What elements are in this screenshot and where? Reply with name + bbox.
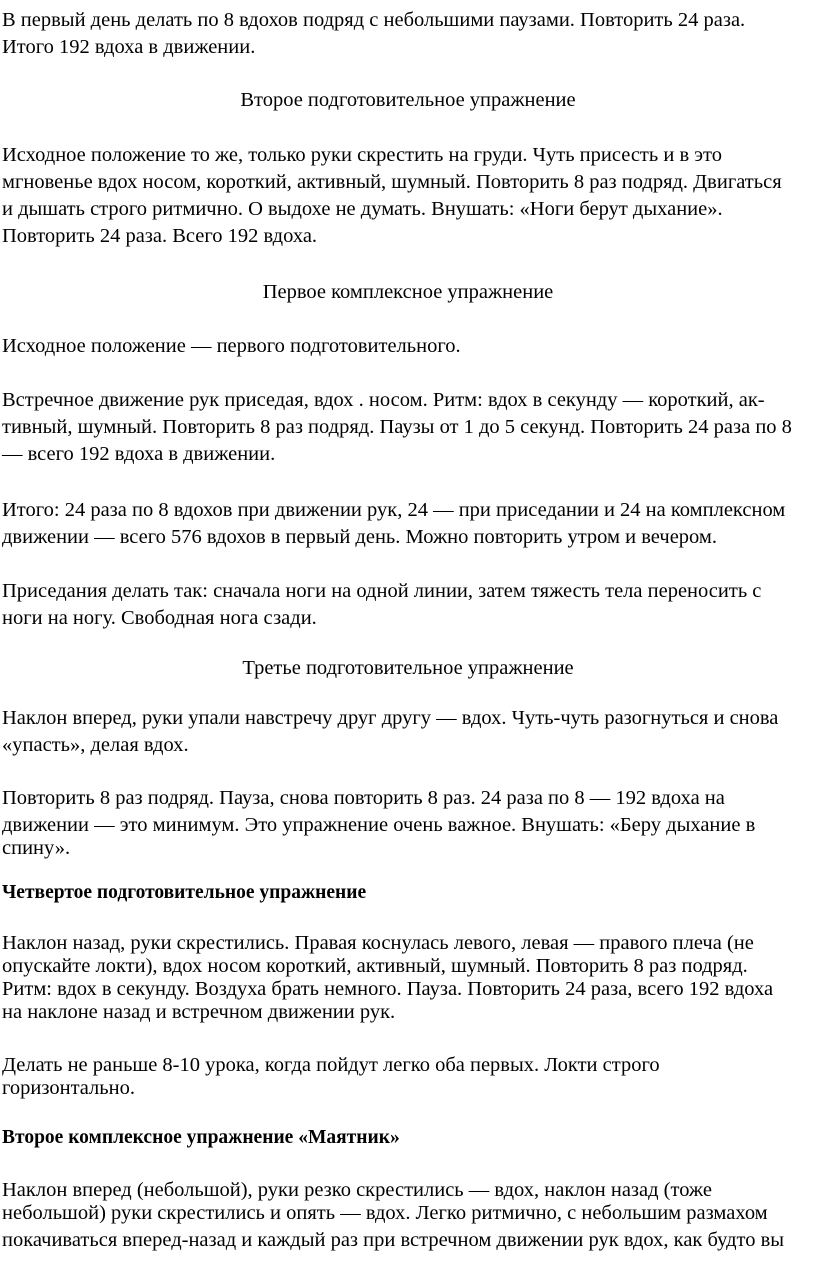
- paragraph-line: на наклоне назад и встречном движении рук.: [2, 1001, 396, 1023]
- heading-text: Третье подготовительное упражнение: [242, 657, 574, 679]
- paragraph-line: Повторить 8 раз подряд. Пауза, снова повторить 8 раз. 24 раза по 8 — 192 вдоха на: [2, 787, 725, 809]
- heading-text: Первое комплексное упражнение: [262, 281, 554, 303]
- paragraph-line: горизонтально.: [2, 1077, 135, 1099]
- paragraph-line: Наклон назад, руки скрестились. Правая коснулась левого, левая — правого плеча (не: [2, 932, 754, 954]
- paragraph-line: Итого 192 вдоха в движении.: [2, 36, 256, 58]
- paragraph-line: тивный, шумный. Повторить 8 раз подряд. Паузы от 1 до 5 секунд. Повторить 24 раза по 8: [2, 416, 792, 438]
- paragraph-line: Приседания делать так: сначала ноги на одной линии, затем тяжесть тела переносить с: [2, 580, 762, 602]
- paragraph-line: движении — это минимум. Это упражнение очень важное. Внушать: «Беру дыхание в: [2, 814, 756, 836]
- paragraph-line: Ритм: вдох в секунду. Воздуха брать немного. Пауза. Повторить 24 раза, всего 192 вдоха: [2, 978, 774, 1000]
- paragraph-line: — всего 192 вдоха в движении.: [2, 443, 276, 465]
- paragraph-line: небольшой) руки скрестились и опять — вдох. Легко ритмично, с небольшим размахом: [2, 1202, 768, 1224]
- paragraph-line: «упасть», делая вдох.: [2, 734, 189, 756]
- paragraph-line: Исходное положение — первого подготовительного.: [2, 335, 461, 357]
- paragraph-line: Делать не раньше 8-10 урока, когда пойдут легко оба первых. Локти строго: [2, 1054, 660, 1076]
- paragraph-line: Исходное положение то же, только руки скрестить на груди. Чуть присесть и в это: [2, 144, 722, 166]
- heading-text: Второе подготовительное упражнение: [240, 89, 576, 111]
- paragraph-line: ноги на ногу. Свободная нога сзади.: [2, 607, 317, 629]
- paragraph-line: Повторить 24 раза. Всего 192 вдоха.: [2, 225, 318, 247]
- paragraph-line: Итого: 24 раза по 8 вдохов при движении рук, 24 — при приседании и 24 на комплексном: [2, 499, 786, 521]
- paragraph-line: Встречное движение рук приседая, вдох . носом. Ритм: вдох в секунду — короткий, ак-: [2, 389, 765, 411]
- paragraph-line: и дышать строго ритмично. О выдохе не думать. Внушать: «Ноги берут дыхание».: [2, 198, 723, 220]
- paragraph-line: мгновенье вдох носом, короткий, активный, шумный. Повторить 8 раз подряд. Двигаться: [2, 171, 782, 193]
- heading-text: Второе комплексное упражнение «Маятник»: [2, 1127, 400, 1148]
- paragraph-line: движении — всего 576 вдохов в первый день. Можно повторить утром и вечером.: [2, 526, 717, 548]
- heading-text: Четвертое подготовительное упражнение: [2, 882, 367, 903]
- paragraph-line: покачиваться вперед-назад и каждый раз при встречном движении рук вдох, как будто вы: [2, 1229, 785, 1251]
- paragraph-line: опускайте локти), вдох носом короткий, активный, шумный. Повторить 8 раз подряд.: [2, 955, 748, 977]
- paragraph-line: спину».: [2, 837, 71, 859]
- paragraph-line: Наклон вперед (небольшой), руки резко скрестились — вдох, наклон назад (тоже: [2, 1179, 712, 1201]
- paragraph-line: Наклон вперед, руки упали навстречу друг другу — вдох. Чуть-чуть разогнуться и снова: [2, 707, 779, 729]
- paragraph-line: В первый день делать по 8 вдохов подряд с небольшими паузами. Повторить 24 раза.: [2, 9, 746, 31]
